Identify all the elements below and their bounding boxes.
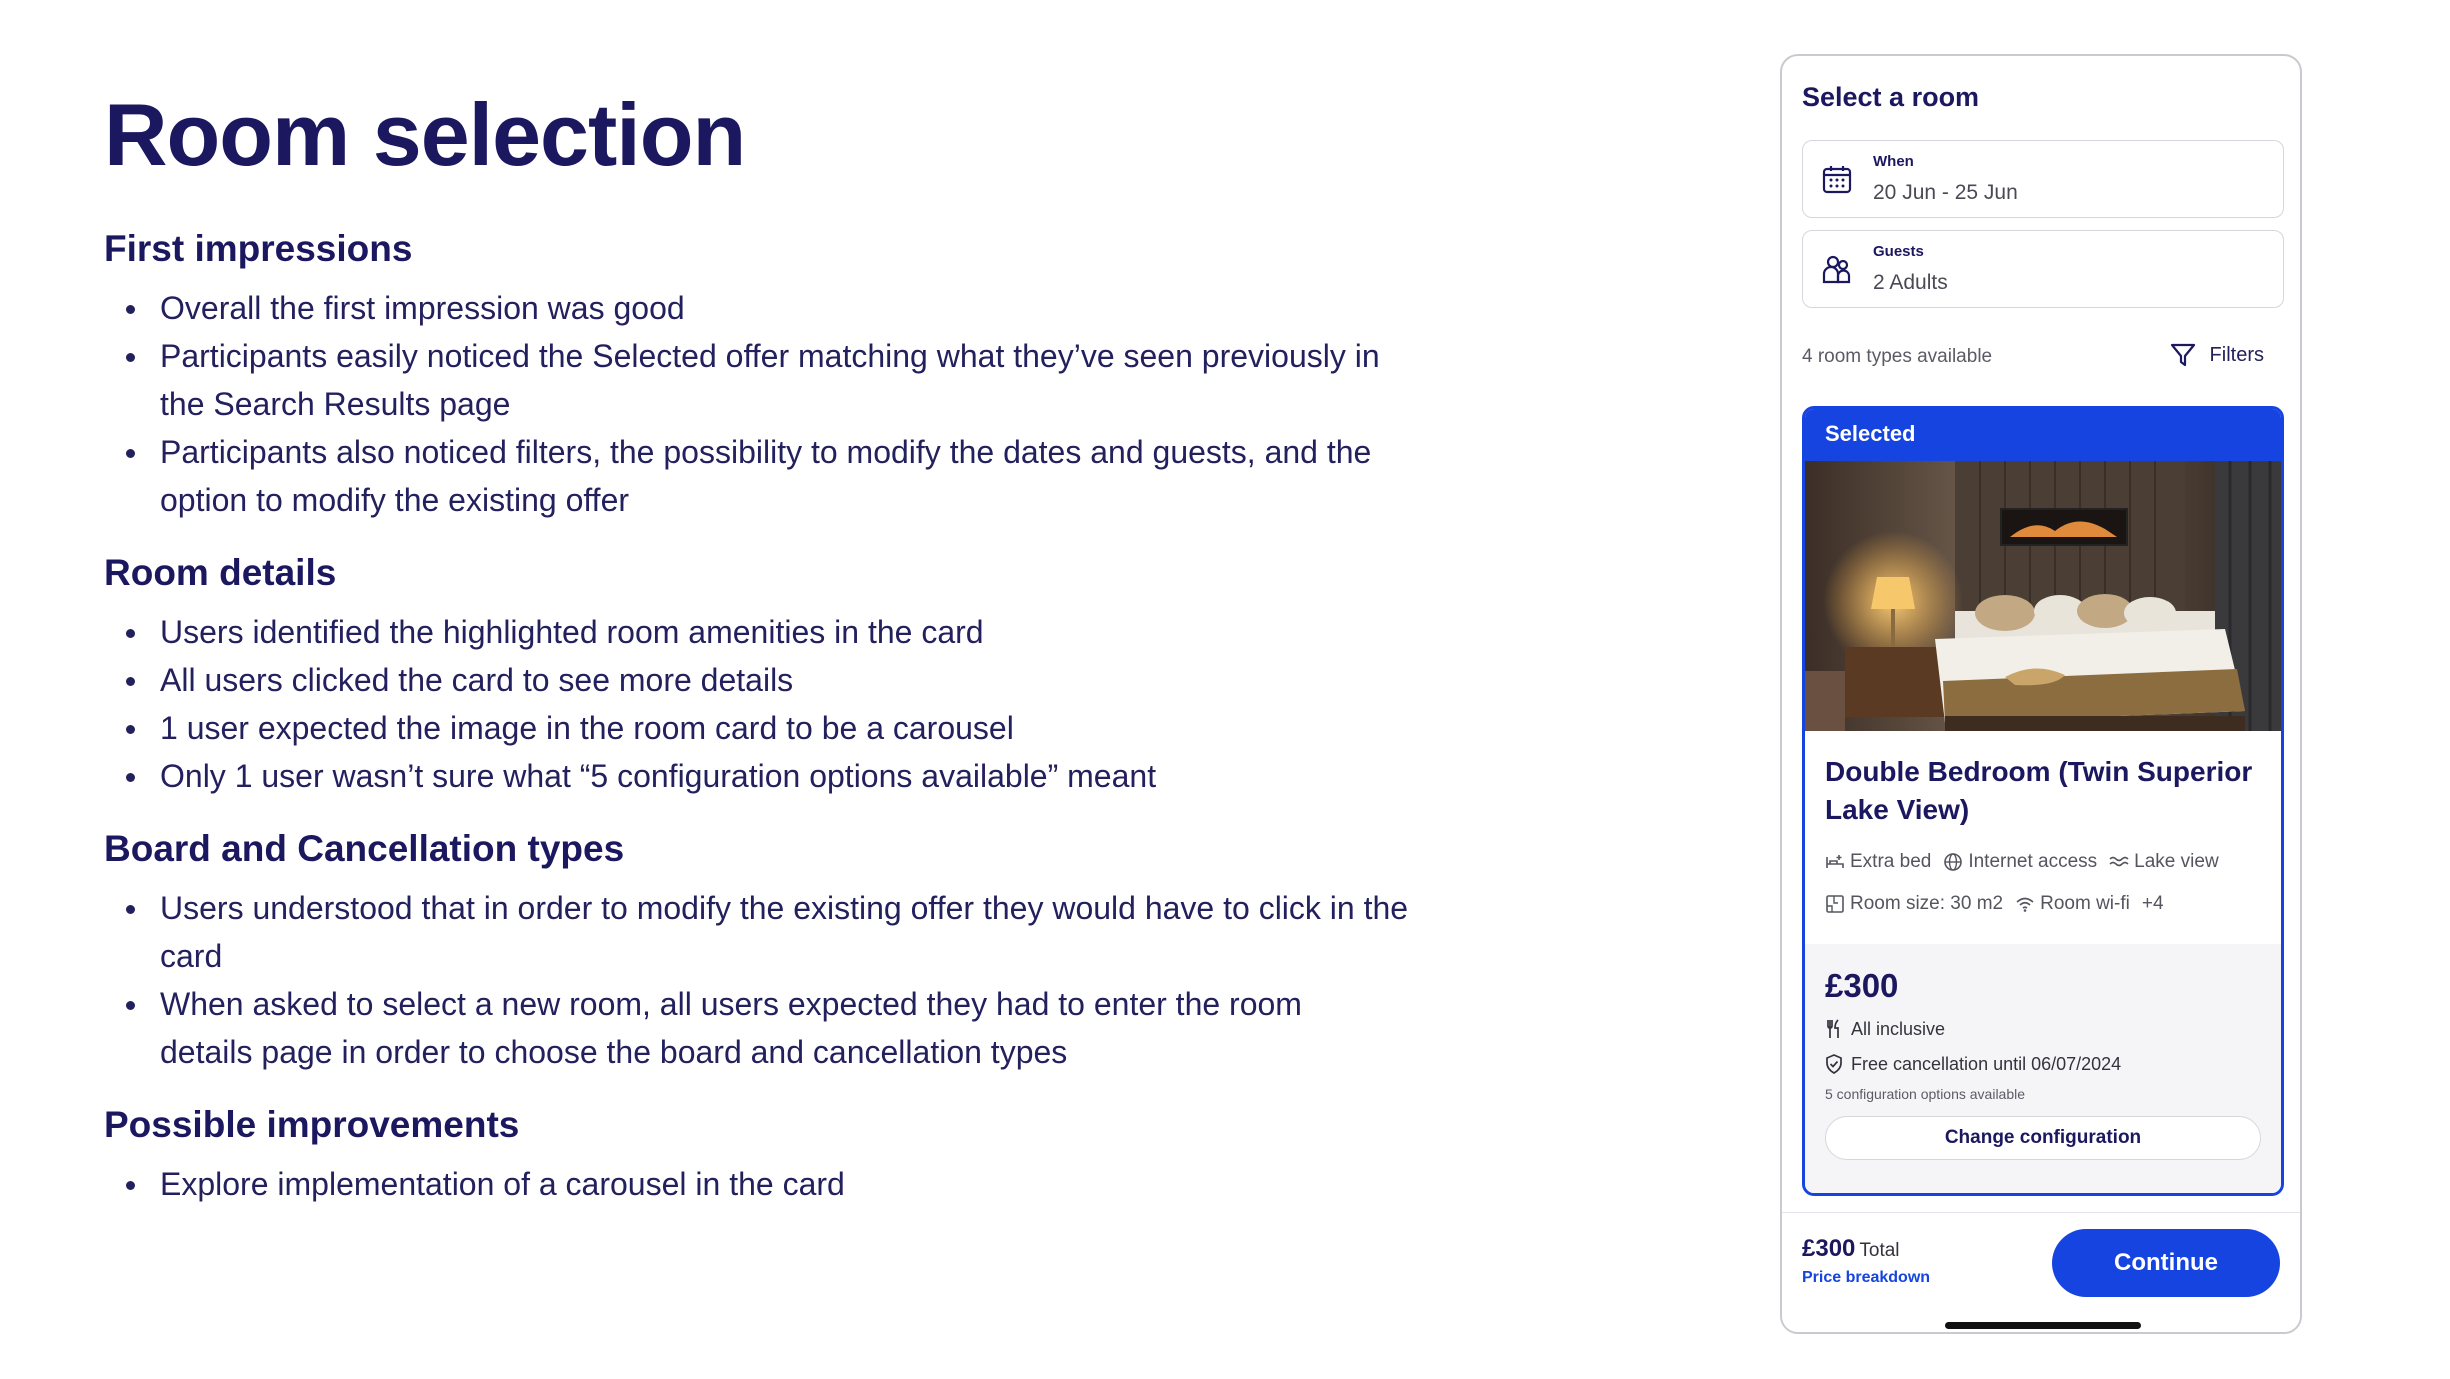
bottom-bar xyxy=(1782,1212,2300,1334)
bullet-item: Participants also noticed filters, the possibility to modify the dates and guests, and the option to modify the existing offer xyxy=(122,428,1402,524)
total-label: Total xyxy=(1859,1240,1900,1261)
amenity-row xyxy=(1825,849,2261,875)
section-heading: Possible improvements xyxy=(104,1104,520,1145)
section-heading: First impressions xyxy=(104,228,413,269)
field-label: When xyxy=(1873,153,1914,170)
section-board-cancellation xyxy=(104,824,1464,1076)
selected-flag: Selected xyxy=(1805,409,2281,461)
room-card[interactable] xyxy=(1802,406,2284,1196)
board-type: All inclusive xyxy=(1825,1016,2261,1042)
amenity-extra-bed: Extra bed xyxy=(1825,849,1931,875)
bullet-item: Users identified the highlighted room amenities in the card xyxy=(122,608,1464,656)
screen-title: Select a room xyxy=(1802,82,1980,112)
continue-button[interactable]: Continue xyxy=(2052,1229,2280,1297)
section-first-impressions xyxy=(104,224,1464,524)
cutlery-icon xyxy=(1825,1019,1843,1039)
bullet-item: Explore implementation of a carousel in the card xyxy=(122,1160,1464,1208)
amenities-list xyxy=(1805,829,2281,917)
bullet-list xyxy=(122,1160,1464,1208)
bullet-item: When asked to select a new room, all users expected they had to enter the room details page in order to choose the board and cancellation types xyxy=(122,980,1402,1076)
amenity-room-size: Room size: 30 m2 xyxy=(1825,891,2003,917)
wifi-icon xyxy=(2015,894,2035,914)
room-size-icon xyxy=(1825,894,1845,914)
room-price: £300 xyxy=(1825,967,1899,1004)
bullet-item: Only 1 user wasn’t sure what “5 configuration options available” meant xyxy=(122,752,1464,800)
waves-icon xyxy=(2109,852,2129,872)
guests-value: 2 Adults xyxy=(1873,271,1948,294)
field-label: Guests xyxy=(1873,243,1924,260)
filters-button[interactable] xyxy=(2170,342,2264,368)
guests-icon xyxy=(1821,253,1853,285)
shield-check-icon xyxy=(1825,1054,1843,1074)
bullet-item: Overall the first impression was good xyxy=(122,284,1464,332)
slide-content xyxy=(104,80,1464,1232)
bullet-list xyxy=(122,608,1464,800)
slide-title: Room selection xyxy=(104,85,746,184)
bullet-item: 1 user expected the image in the room card to be a carousel xyxy=(122,704,1464,752)
amenity-wifi: Room wi-fi xyxy=(2015,891,2130,917)
amenity-lake-view: Lake view xyxy=(2109,849,2219,875)
section-room-details xyxy=(104,548,1464,800)
section-possible-improvements xyxy=(104,1100,1464,1208)
total-price xyxy=(1802,1235,1900,1263)
bullet-item: Participants easily noticed the Selected offer matching what they’ve seen previously in the Search Results page xyxy=(122,332,1402,428)
bullet-list xyxy=(122,884,1464,1076)
dates-field[interactable] xyxy=(1802,140,2284,218)
room-name: Double Bedroom (Twin Superior Lake View) xyxy=(1825,756,2253,825)
extra-bed-icon xyxy=(1825,852,1845,872)
price-panel xyxy=(1805,944,2281,1196)
bullet-item: Users understood that in order to modify the existing offer they would have to click in the card xyxy=(122,884,1422,980)
calendar-icon xyxy=(1821,163,1853,195)
amenity-row xyxy=(1825,891,2261,917)
section-heading: Room details xyxy=(104,552,337,593)
globe-icon xyxy=(1943,852,1963,872)
phone-mockup xyxy=(1780,54,2302,1334)
more-amenities: +4 xyxy=(2141,893,2164,914)
guests-field[interactable] xyxy=(1802,230,2284,308)
config-options-note: 5 configuration options available xyxy=(1825,1086,2026,1102)
bullet-list xyxy=(122,284,1464,524)
dates-value: 20 Jun - 25 Jun xyxy=(1873,181,2018,204)
change-configuration-button[interactable]: Change configuration xyxy=(1825,1116,2261,1160)
cancellation-policy: Free cancellation until 06/07/2024 xyxy=(1825,1051,2261,1077)
home-indicator xyxy=(1945,1322,2141,1329)
total-amount: £300 xyxy=(1802,1235,1856,1262)
room-count: 4 room types available xyxy=(1802,346,1993,367)
section-heading: Board and Cancellation types xyxy=(104,828,625,869)
amenity-internet: Internet access xyxy=(1943,849,2097,875)
room-photo[interactable] xyxy=(1805,461,2281,731)
filter-icon xyxy=(2170,342,2196,368)
price-breakdown-link[interactable]: Price breakdown xyxy=(1802,1269,1931,1286)
filters-label: Filters xyxy=(2209,343,2264,366)
bullet-item: All users clicked the card to see more details xyxy=(122,656,1464,704)
